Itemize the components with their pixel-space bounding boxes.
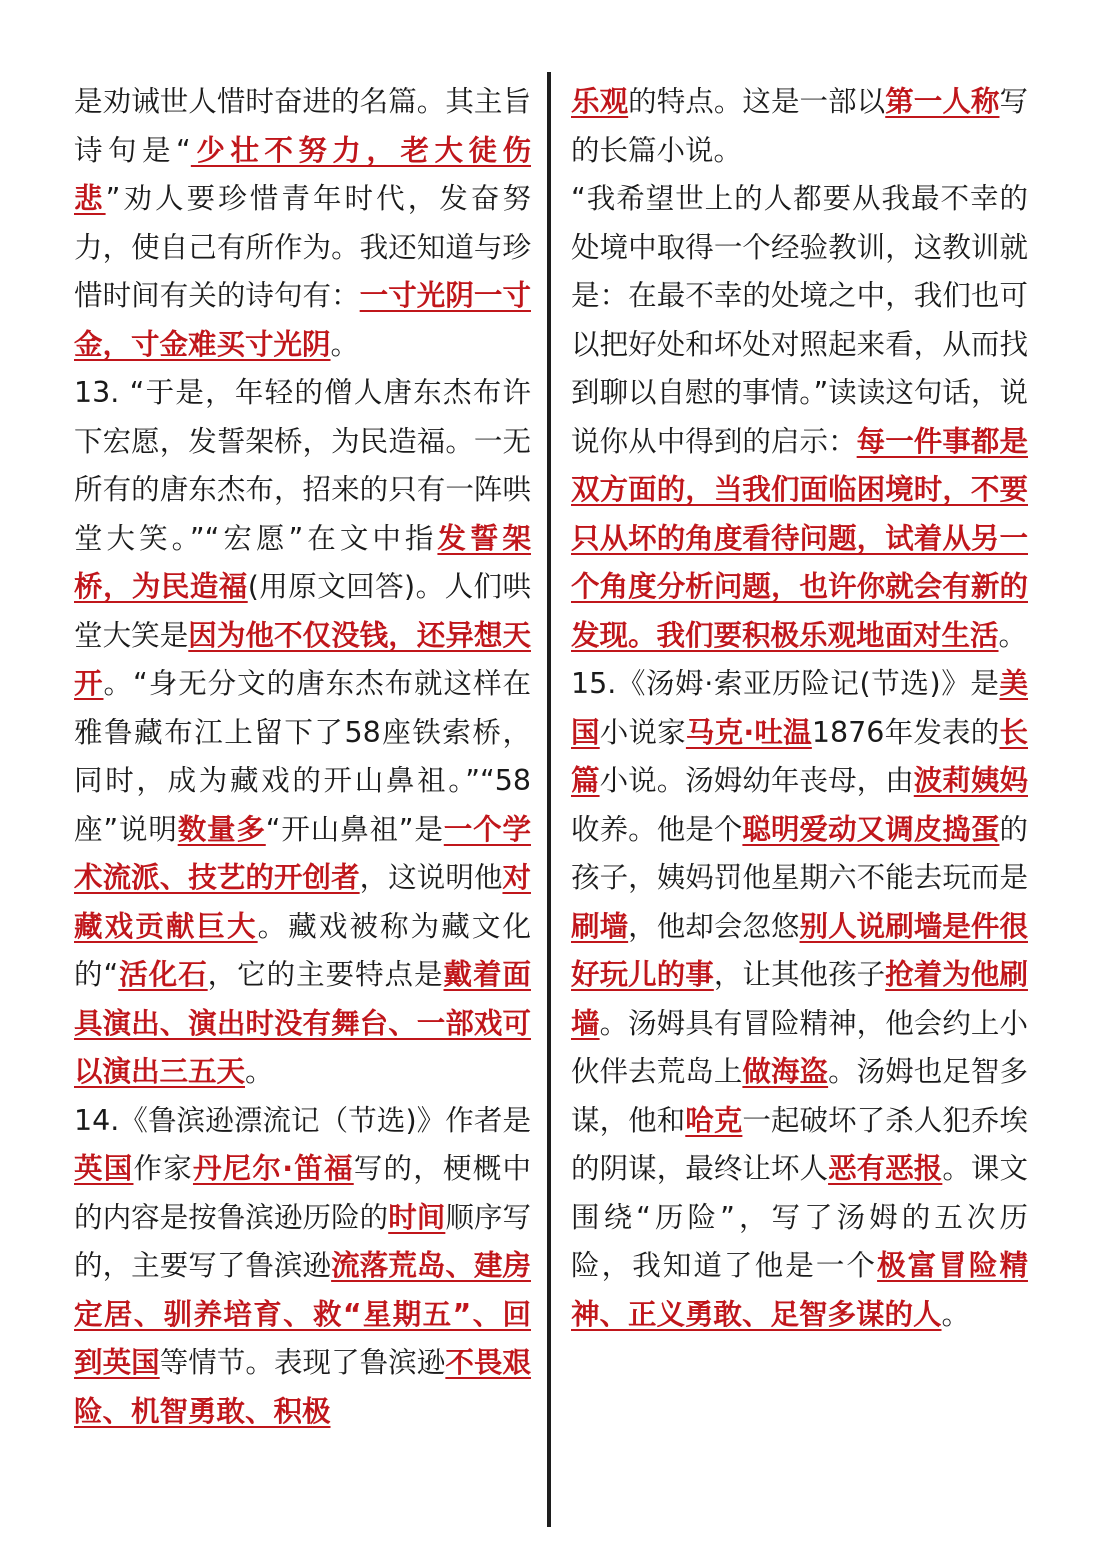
body-text: ，它的主要特点是 [207,958,444,991]
paragraph [74,1097,531,1437]
answer-text: 对藏戏贡献巨大 [74,861,531,943]
answer-text: 第一人称 [885,85,1000,118]
left-column [74,78,531,1436]
answer-text: 活化石 [118,958,208,991]
answer-text: 刷墙 [571,909,629,943]
column-divider [547,72,551,1527]
answer-text: 长篇 [571,715,1028,797]
body-text: 。汤姆也足智多谋，他和 [571,1055,1028,1137]
body-text: 的特点。这是一部以 [628,85,886,118]
body-text: 15.《汤姆·索亚历险记(节选)》是 [571,667,1000,700]
answer-text: 一个学术流派、技艺的开创者 [74,812,531,894]
answer-text: 因为他不仅没钱，还异想天开 [74,618,531,700]
answer-text: 流落荒岛、建房定居、驯养培育、救“星期五”、回到英国 [74,1249,531,1379]
body-text: 。 [998,618,1028,652]
answer-text: 每一件事都是双方面的，当我们面临困境时，不要只从坏的角度看待问题，试着从另一个角度分析问题，也许你就会有新的发现。我们要积极乐观地面对生活 [571,424,1028,652]
answer-text: 一寸光阴一寸金，寸金难买寸光阴 [74,279,531,361]
answer-text: 发誓架桥，为民造福 [74,521,531,603]
body-text: 。藏戏被称为藏文化的“ [74,909,531,991]
paragraph [74,369,531,1097]
body-text: 小说家 [599,715,686,749]
body-text: 小说。汤姆幼年丧母，由 [599,764,914,797]
body-text: 。汤姆具有冒险精神，他会约上小伙伴去荒岛上 [571,1006,1028,1088]
answer-text: 不畏艰险、机智勇敢、积极 [74,1346,531,1428]
answer-text: 戴着面具演出、演出时没有舞台、一部戏可以演出三五天 [74,958,531,1088]
answer-text: 波莉姨妈 [913,764,1028,797]
paragraph [571,78,1028,175]
body-text: 。“身无分文的唐东杰布就这样在雅鲁藏布江上留下了58座铁索桥，同时，成为藏戏的开山鼻祖。”“58座”说明 [74,667,531,846]
answer-text: 乐观 [571,85,629,118]
answer-text: 别人说刷墙是件很好玩儿的事 [571,909,1028,991]
answer-text: 数量多 [177,812,266,846]
answer-text: 丹尼尔·笛福 [192,1152,354,1185]
body-text: ，让其他孩子 [713,958,886,991]
body-text: 等情节。表现了鲁滨逊 [159,1346,446,1379]
body-text: 顺序写的，主要写了鲁滨逊 [74,1200,531,1282]
body-text: 。 [941,1297,971,1331]
body-text: ，他却会忽悠 [628,909,800,943]
body-text: 写的长篇小说。 [571,85,1028,167]
answer-text: 美国 [571,667,1028,749]
paragraph [571,175,1028,660]
body-text: 写的，梗概中的内容是按鲁滨逊历险的 [74,1152,531,1234]
answer-text: 聪明爱动又调皮捣蛋 [742,812,1000,846]
body-text: 。 [330,327,360,361]
right-column [571,78,1028,1339]
body-text: “我希望世上的人都要从我最不幸的处境中取得一个经验教训，这教训就是：在最不幸的处境之中，我们也可以把好处和坏处对照起来看，从而找到聊以自慰的事情。”读读这句话，说说你从中得到的启示： [571,182,1028,458]
answer-text: 做海盗 [742,1055,829,1088]
answer-text: 马克·吐温 [685,715,812,749]
body-text: 13. “于是，年轻的僧人唐东杰布许下宏愿，发誓架桥，为民造福。一无所有的唐东杰布，招来的只有一阵哄堂大笑。”“宏愿”在文中指 [74,376,531,555]
answer-text: 极富冒险精神、正义勇敢、足智多谋的人 [571,1249,1028,1331]
body-text: ”劝人要珍惜青年时代，发奋努力，使自己有所作为。我还知道与珍惜时间有关的诗句有： [74,182,531,312]
body-text: 1876年发表的 [811,715,1000,749]
body-text: 。课文围绕“历险”，写了汤姆的五次历险，我知道了他是一个 [571,1152,1028,1282]
paragraph [571,660,1028,1339]
body-text: 收养。他是个 [571,812,743,846]
body-text: ，这说明他 [359,861,503,894]
body-text: 的孩子，姨妈罚他星期六不能去玩而是 [571,812,1028,894]
paragraph [74,78,531,369]
body-text: 作家 [133,1152,193,1185]
body-text: 。 [245,1055,274,1088]
body-text: 一起破坏了杀人犯乔埃的阴谋，最终让坏人 [571,1103,1028,1185]
answer-text: 哈克 [685,1103,743,1137]
answer-text: 英国 [74,1152,134,1185]
answer-text: 时间 [388,1200,446,1234]
body-text: 是劝诫世人惜时奋进的名篇。其主旨诗句是“ [74,85,531,167]
answer-text: 少壮不努力，老大徒伤悲 [74,133,531,215]
answer-text: 抢着为他刷墙 [571,958,1028,1040]
body-text: 14.《鲁滨逊漂流记（节选)》作者是 [74,1103,531,1137]
body-text: (用原文回答)。人们哄堂大笑是 [74,570,531,652]
answer-text: 恶有恶报 [828,1152,943,1185]
body-text: “开山鼻祖”是 [265,812,444,846]
